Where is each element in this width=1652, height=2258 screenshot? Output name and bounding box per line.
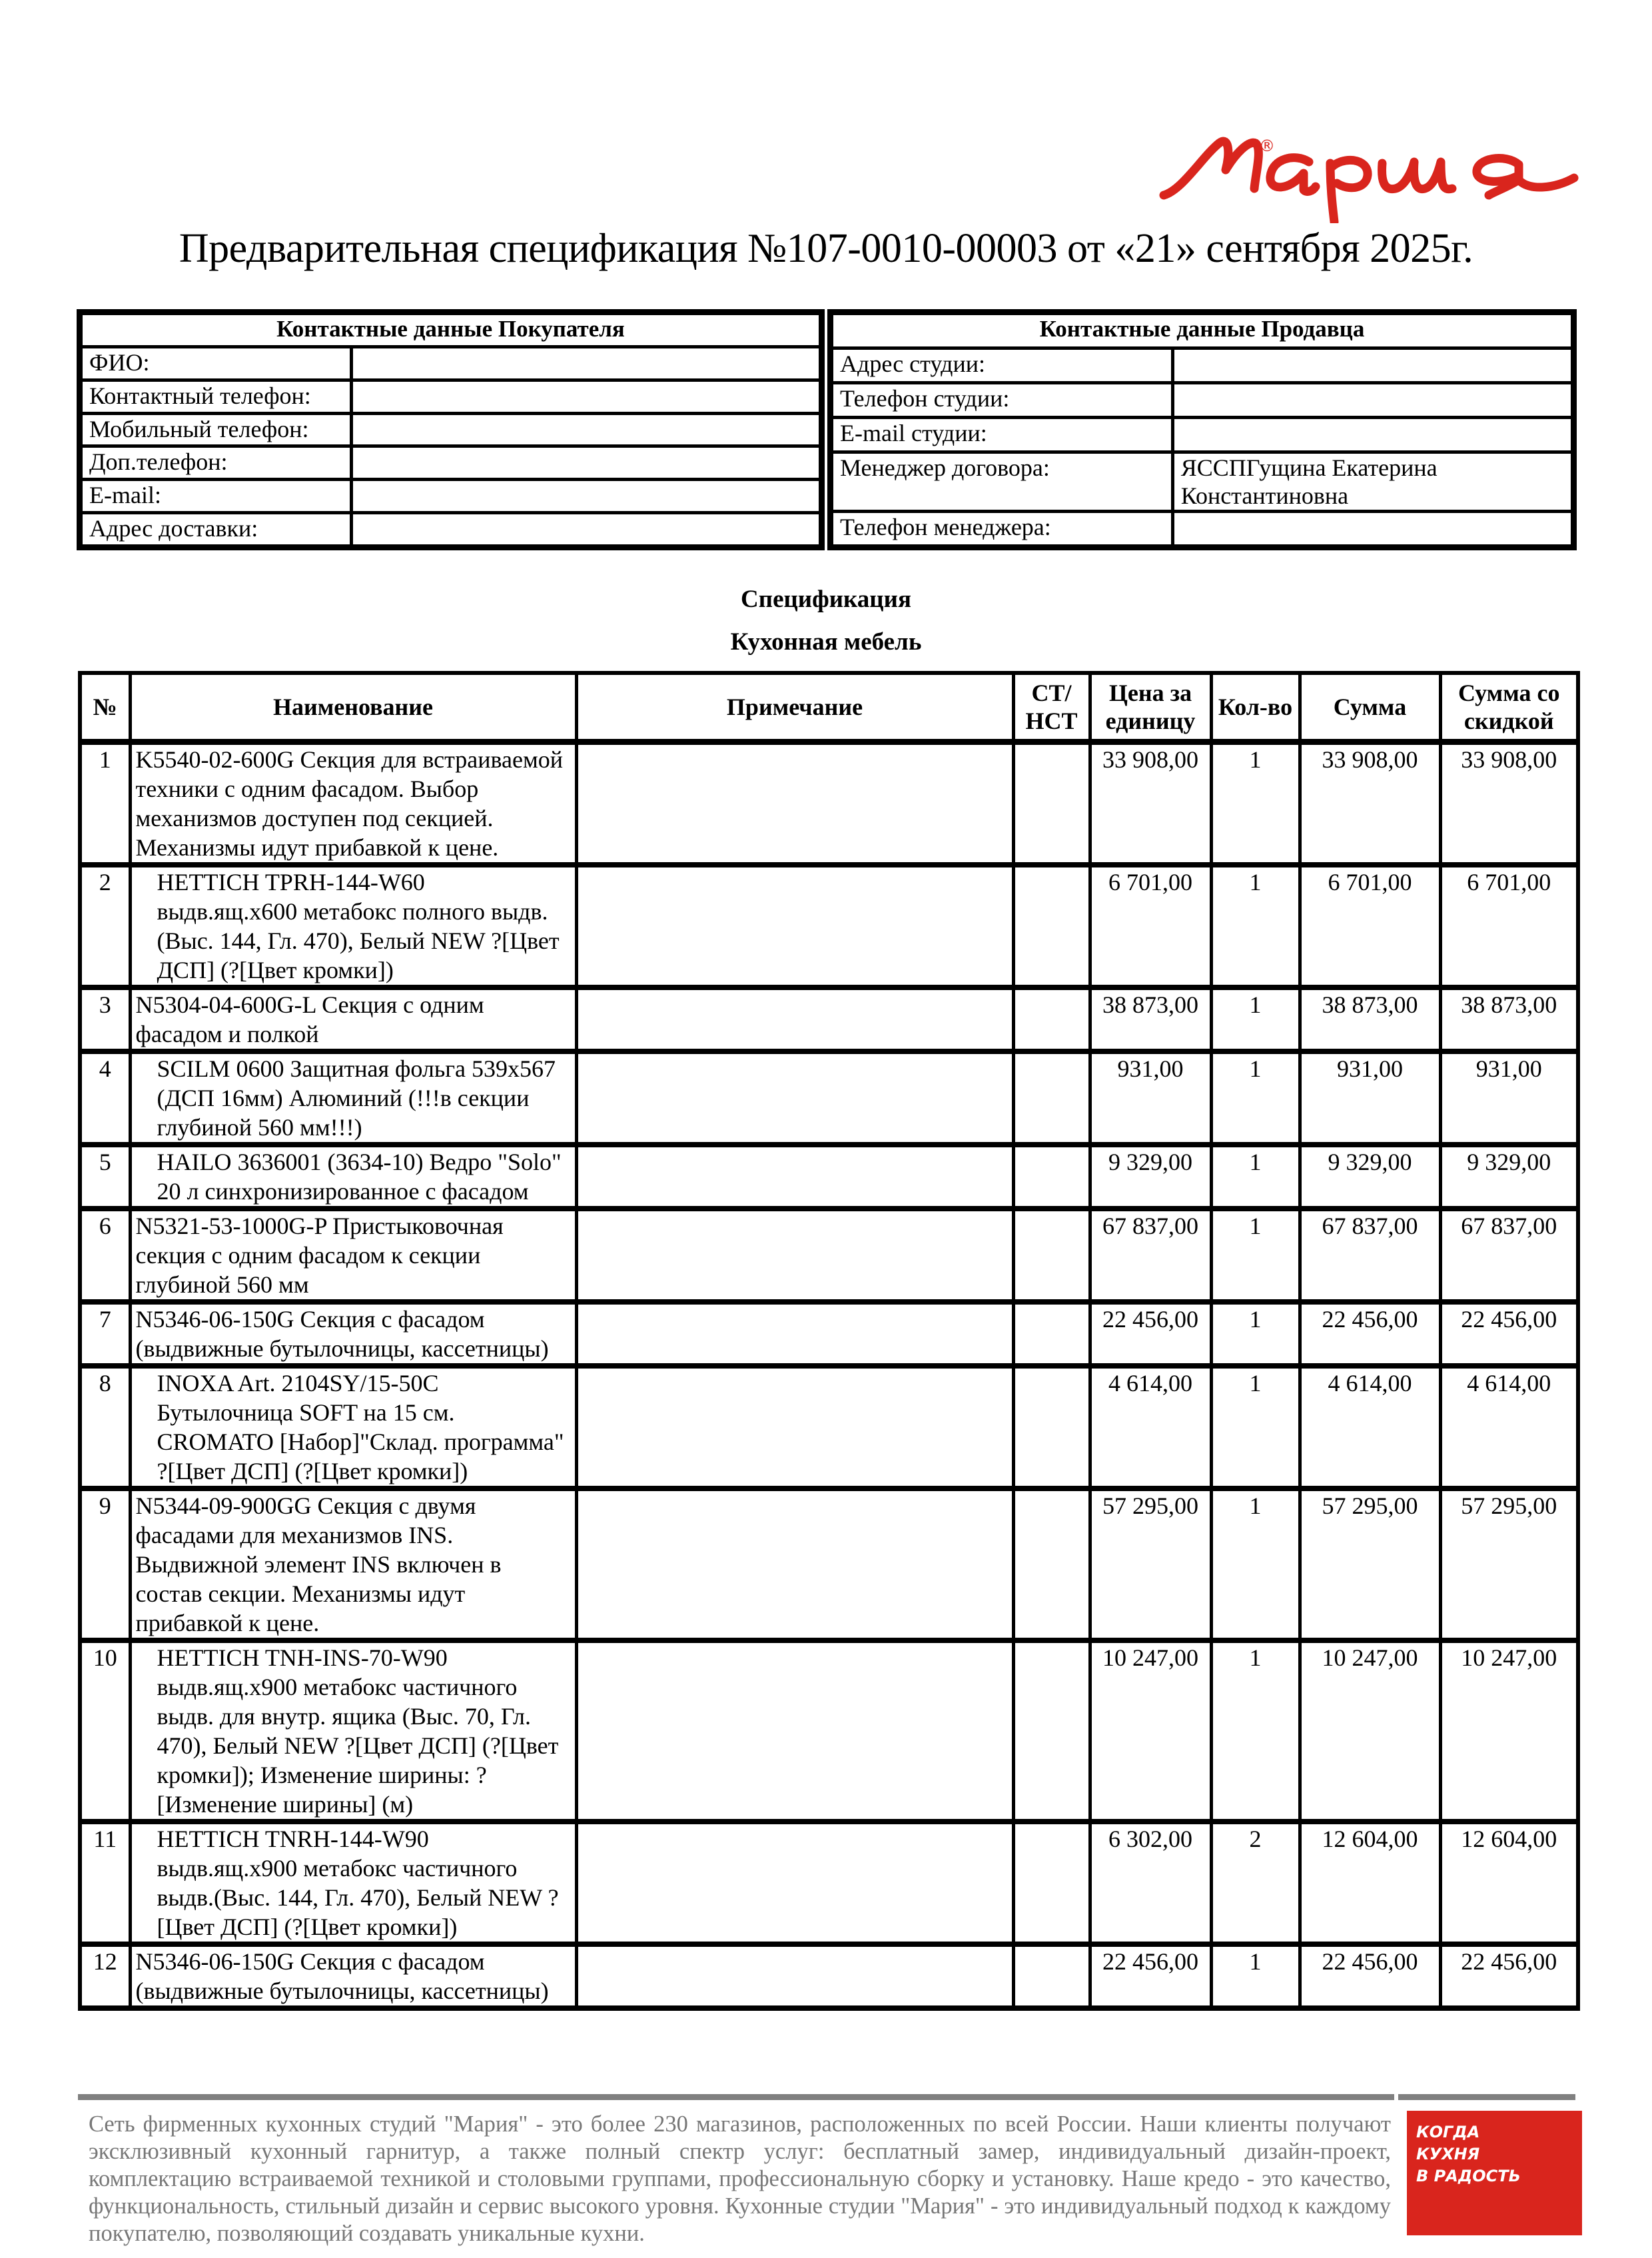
row-note (576, 1944, 1013, 2008)
studio-address-label: Адрес студии: (833, 348, 1172, 382)
col-header-unit-price: Цена за единицу (1090, 673, 1211, 742)
row-sum-discount: 33 908,00 (1440, 742, 1578, 865)
row-note (576, 1302, 1013, 1366)
row-unit-price: 38 873,00 (1090, 987, 1211, 1051)
buyer-mobile-phone-value (351, 413, 819, 446)
row-sum-discount: 10 247,00 (1440, 1640, 1578, 1822)
row-st-nst (1013, 1145, 1090, 1209)
row-name: N5321-53-1000G-P Пристыковочная секция с одним фасадом к секции глубиной 560 мм (130, 1209, 576, 1302)
row-number: 7 (80, 1302, 130, 1366)
table-row (80, 1944, 1578, 2008)
row-unit-price: 6 302,00 (1090, 1822, 1211, 1944)
footer-divider-right (1398, 2094, 1575, 2100)
row-st-nst (1013, 1051, 1090, 1145)
col-header-number: № (80, 673, 130, 742)
row-number: 12 (80, 1944, 130, 2008)
studio-phone-label: Телефон студии: (833, 382, 1172, 417)
row-sum-discount: 4 614,00 (1440, 1366, 1578, 1488)
document-title: Предварительная спецификация №107-0010-00003 от «21» сентября 2025г. (179, 226, 1473, 271)
slogan-line-3: В РАДОСТЬ (1416, 2167, 1521, 2185)
row-sum-discount: 12 604,00 (1440, 1822, 1578, 1944)
row-quantity: 1 (1211, 987, 1300, 1051)
row-sum-discount: 22 456,00 (1440, 1302, 1578, 1366)
contract-manager-value: ЯССПГущина Екатерина Константиновна (1172, 452, 1571, 512)
col-header-sum-discount: Сумма со скидкой (1440, 673, 1578, 742)
table-row (80, 742, 1578, 865)
buyer-fio-label: ФИО: (83, 346, 351, 380)
row-st-nst (1013, 1640, 1090, 1822)
slogan-line-2: КУХНЯ (1416, 2145, 1480, 2163)
row-name: HETTICH TNRH-144-W90 выдв.ящ.x900 метабокс частичного выдв.(Выс. 144, Гл. 470), Белый NEW ?[Цвет ДСП] (?[Цвет кромки]) (130, 1822, 576, 1944)
row-note (576, 1640, 1013, 1822)
row-st-nst (1013, 1209, 1090, 1302)
buyer-mobile-phone-label: Мобильный телефон: (83, 413, 351, 446)
row-quantity: 1 (1211, 1051, 1300, 1145)
table-row (80, 1366, 1578, 1488)
row-st-nst (1013, 1822, 1090, 1944)
row-note (576, 742, 1013, 865)
row-sum: 9 329,00 (1300, 1145, 1440, 1209)
row-unit-price: 4 614,00 (1090, 1366, 1211, 1488)
buyer-extra-phone-label: Доп.телефон: (83, 446, 351, 480)
buyer-delivery-address-label: Адрес доставки: (83, 513, 351, 544)
row-st-nst (1013, 1302, 1090, 1366)
row-sum: 57 295,00 (1300, 1488, 1440, 1640)
studio-phone-value (1172, 382, 1571, 417)
specification-table-body (80, 742, 1578, 2009)
row-sum: 6 701,00 (1300, 865, 1440, 987)
col-header-quantity: Кол-во (1211, 673, 1300, 742)
row-sum: 4 614,00 (1300, 1366, 1440, 1488)
row-note (576, 987, 1013, 1051)
footer-company-description: Сеть фирменных кухонных студий "Мария" - это более 230 магазинов, расположенных по всей России. Наши клиенты получают эксклюзивный кухонный гарнитур, а также полный спектр услуг: бесплатный замер, индивидуальный дизайн-проект, комплектацию встраиваемой техникой и столовыми группами, профессиональную сборку и установку. Наше кредо - это качество, функциональность, стильный дизайн и сервис высокого уровня. Кухонные студии "Мария" - это индивидуальный подход к каждому покупателю, позволяющий создавать уникальные кухни. (89, 2111, 1391, 2246)
row-number: 10 (80, 1640, 130, 1822)
row-sum-discount: 931,00 (1440, 1051, 1578, 1145)
row-number: 11 (80, 1822, 130, 1944)
row-sum-discount: 9 329,00 (1440, 1145, 1578, 1209)
col-header-name: Наименование (130, 673, 576, 742)
registered-mark: ® (1259, 137, 1275, 155)
studio-address-value (1172, 348, 1571, 382)
buyer-contacts-box (77, 309, 825, 550)
row-note (576, 1145, 1013, 1209)
row-name: HETTICH TNH-INS-70-W90 выдв.ящ.x900 метабокс частичного выдв. для внутр. ящика (Выс. 70, Гл. 470), Белый NEW ?[Цвет ДСП] (?[Цвет кромки]); Изменение ширины: ?[Изменение ширины] (м) (130, 1640, 576, 1822)
slogan-badge (1407, 2111, 1582, 2235)
row-unit-price: 33 908,00 (1090, 742, 1211, 865)
row-quantity: 1 (1211, 1944, 1300, 2008)
row-note (576, 1822, 1013, 1944)
row-st-nst (1013, 865, 1090, 987)
table-row (80, 865, 1578, 987)
buyer-contacts-heading: Контактные данные Покупателя (83, 315, 819, 346)
table-header-row (80, 673, 1578, 742)
buyer-delivery-address-value (351, 513, 819, 544)
row-name: K5540-02-600G Секция для встраиваемой техники с одним фасадом. Выбор механизмов доступен под секцией. Механизмы идут прибавкой к цене. (130, 742, 576, 865)
table-row (80, 1488, 1578, 1640)
row-sum: 33 908,00 (1300, 742, 1440, 865)
row-name: INOXA Art. 2104SY/15-50C Бутылочница SOFT на 15 см. CROMATO [Набор]"Склад. программа" ?[Цвет ДСП] (?[Цвет кромки]) (130, 1366, 576, 1488)
row-unit-price: 9 329,00 (1090, 1145, 1211, 1209)
row-number: 2 (80, 865, 130, 987)
row-st-nst (1013, 1944, 1090, 2008)
row-st-nst (1013, 1366, 1090, 1488)
buyer-email-label: E-mail: (83, 480, 351, 513)
seller-contacts-box (827, 309, 1577, 550)
row-number: 3 (80, 987, 130, 1051)
col-header-note: Примечание (576, 673, 1013, 742)
row-quantity: 1 (1211, 1366, 1300, 1488)
col-header-st-nst: СТ/ НСТ (1013, 673, 1090, 742)
row-note (576, 865, 1013, 987)
row-number: 1 (80, 742, 130, 865)
row-note (576, 1209, 1013, 1302)
row-quantity: 1 (1211, 865, 1300, 987)
row-sum: 12 604,00 (1300, 1822, 1440, 1944)
contract-manager-label: Менеджер договора: (833, 452, 1172, 512)
row-sum: 38 873,00 (1300, 987, 1440, 1051)
row-quantity: 1 (1211, 742, 1300, 865)
row-name: N5346-06-150G Секция с фасадом (выдвижные бутылочницы, кассетницы) (130, 1944, 576, 2008)
row-sum-discount: 57 295,00 (1440, 1488, 1578, 1640)
row-unit-price: 931,00 (1090, 1051, 1211, 1145)
specification-table (78, 671, 1580, 2011)
row-sum: 931,00 (1300, 1051, 1440, 1145)
buyer-fio-value (351, 346, 819, 380)
row-sum: 22 456,00 (1300, 1944, 1440, 2008)
row-sum-discount: 67 837,00 (1440, 1209, 1578, 1302)
col-header-sum: Сумма (1300, 673, 1440, 742)
row-note (576, 1366, 1013, 1488)
seller-contacts-heading: Контактные данные Продавца (833, 315, 1571, 348)
row-sum: 10 247,00 (1300, 1640, 1440, 1822)
row-name: HAILO 3636001 (3634-10) Ведро "Solo" 20 л синхронизированное с фасадом (130, 1145, 576, 1209)
row-sum-discount: 6 701,00 (1440, 865, 1578, 987)
row-unit-price: 22 456,00 (1090, 1302, 1211, 1366)
row-unit-price: 6 701,00 (1090, 865, 1211, 987)
buyer-extra-phone-value (351, 446, 819, 480)
row-note (576, 1051, 1013, 1145)
row-name: SCILM 0600 Защитная фольга 539x567 (ДСП 16мм) Алюминий (!!!в секции глубиной 560 мм!!!) (130, 1051, 576, 1145)
row-sum-discount: 38 873,00 (1440, 987, 1578, 1051)
row-unit-price: 22 456,00 (1090, 1944, 1211, 2008)
row-number: 6 (80, 1209, 130, 1302)
row-number: 9 (80, 1488, 130, 1640)
row-sum-discount: 22 456,00 (1440, 1944, 1578, 2008)
slogan-line-1: КОГДА (1416, 2123, 1480, 2141)
footer-divider-left (78, 2094, 1394, 2100)
row-number: 8 (80, 1366, 130, 1488)
row-name: N5346-06-150G Секция с фасадом (выдвижные бутылочницы, кассетницы) (130, 1302, 576, 1366)
row-name: N5304-04-600G-L Секция с одним фасадом и полкой (130, 987, 576, 1051)
buyer-email-value (351, 480, 819, 513)
row-quantity: 1 (1211, 1640, 1300, 1822)
row-quantity: 1 (1211, 1302, 1300, 1366)
row-unit-price: 10 247,00 (1090, 1640, 1211, 1822)
row-quantity: 1 (1211, 1488, 1300, 1640)
row-name: HETTICH TPRH-144-W60 выдв.ящ.x600 метабокс полного выдв. (Выс. 144, Гл. 470), Белый NEW ?[Цвет ДСП] (?[Цвет кромки]) (130, 865, 576, 987)
row-name: N5344-09-900GG Секция с двумя фасадами для механизмов INS. Выдвижной элемент INS включен в состав секции. Механизмы идут прибавкой к цене. (130, 1488, 576, 1640)
row-number: 5 (80, 1145, 130, 1209)
row-st-nst (1013, 1488, 1090, 1640)
table-row (80, 1822, 1578, 1944)
maria-logo (1156, 117, 1582, 223)
table-row (80, 1209, 1578, 1302)
row-quantity: 1 (1211, 1209, 1300, 1302)
manager-phone-value (1172, 512, 1571, 544)
table-row (80, 987, 1578, 1051)
buyer-contact-phone-label: Контактный телефон: (83, 380, 351, 413)
studio-email-value (1172, 418, 1571, 452)
buyer-contacts-table (83, 315, 819, 544)
row-number: 4 (80, 1051, 130, 1145)
row-st-nst (1013, 742, 1090, 865)
table-row (80, 1145, 1578, 1209)
table-row (80, 1051, 1578, 1145)
manager-phone-label: Телефон менеджера: (833, 512, 1172, 544)
row-note (576, 1488, 1013, 1640)
row-quantity: 1 (1211, 1145, 1300, 1209)
row-quantity: 2 (1211, 1822, 1300, 1944)
studio-email-label: E-mail студии: (833, 418, 1172, 452)
table-row (80, 1640, 1578, 1822)
row-st-nst (1013, 987, 1090, 1051)
specification-title: Спецификация (741, 586, 911, 613)
seller-contacts-table (833, 315, 1571, 544)
row-unit-price: 57 295,00 (1090, 1488, 1211, 1640)
row-sum: 22 456,00 (1300, 1302, 1440, 1366)
row-unit-price: 67 837,00 (1090, 1209, 1211, 1302)
table-row (80, 1302, 1578, 1366)
buyer-contact-phone-value (351, 380, 819, 413)
specification-subtitle: Кухонная мебель (730, 628, 922, 656)
row-sum: 67 837,00 (1300, 1209, 1440, 1302)
